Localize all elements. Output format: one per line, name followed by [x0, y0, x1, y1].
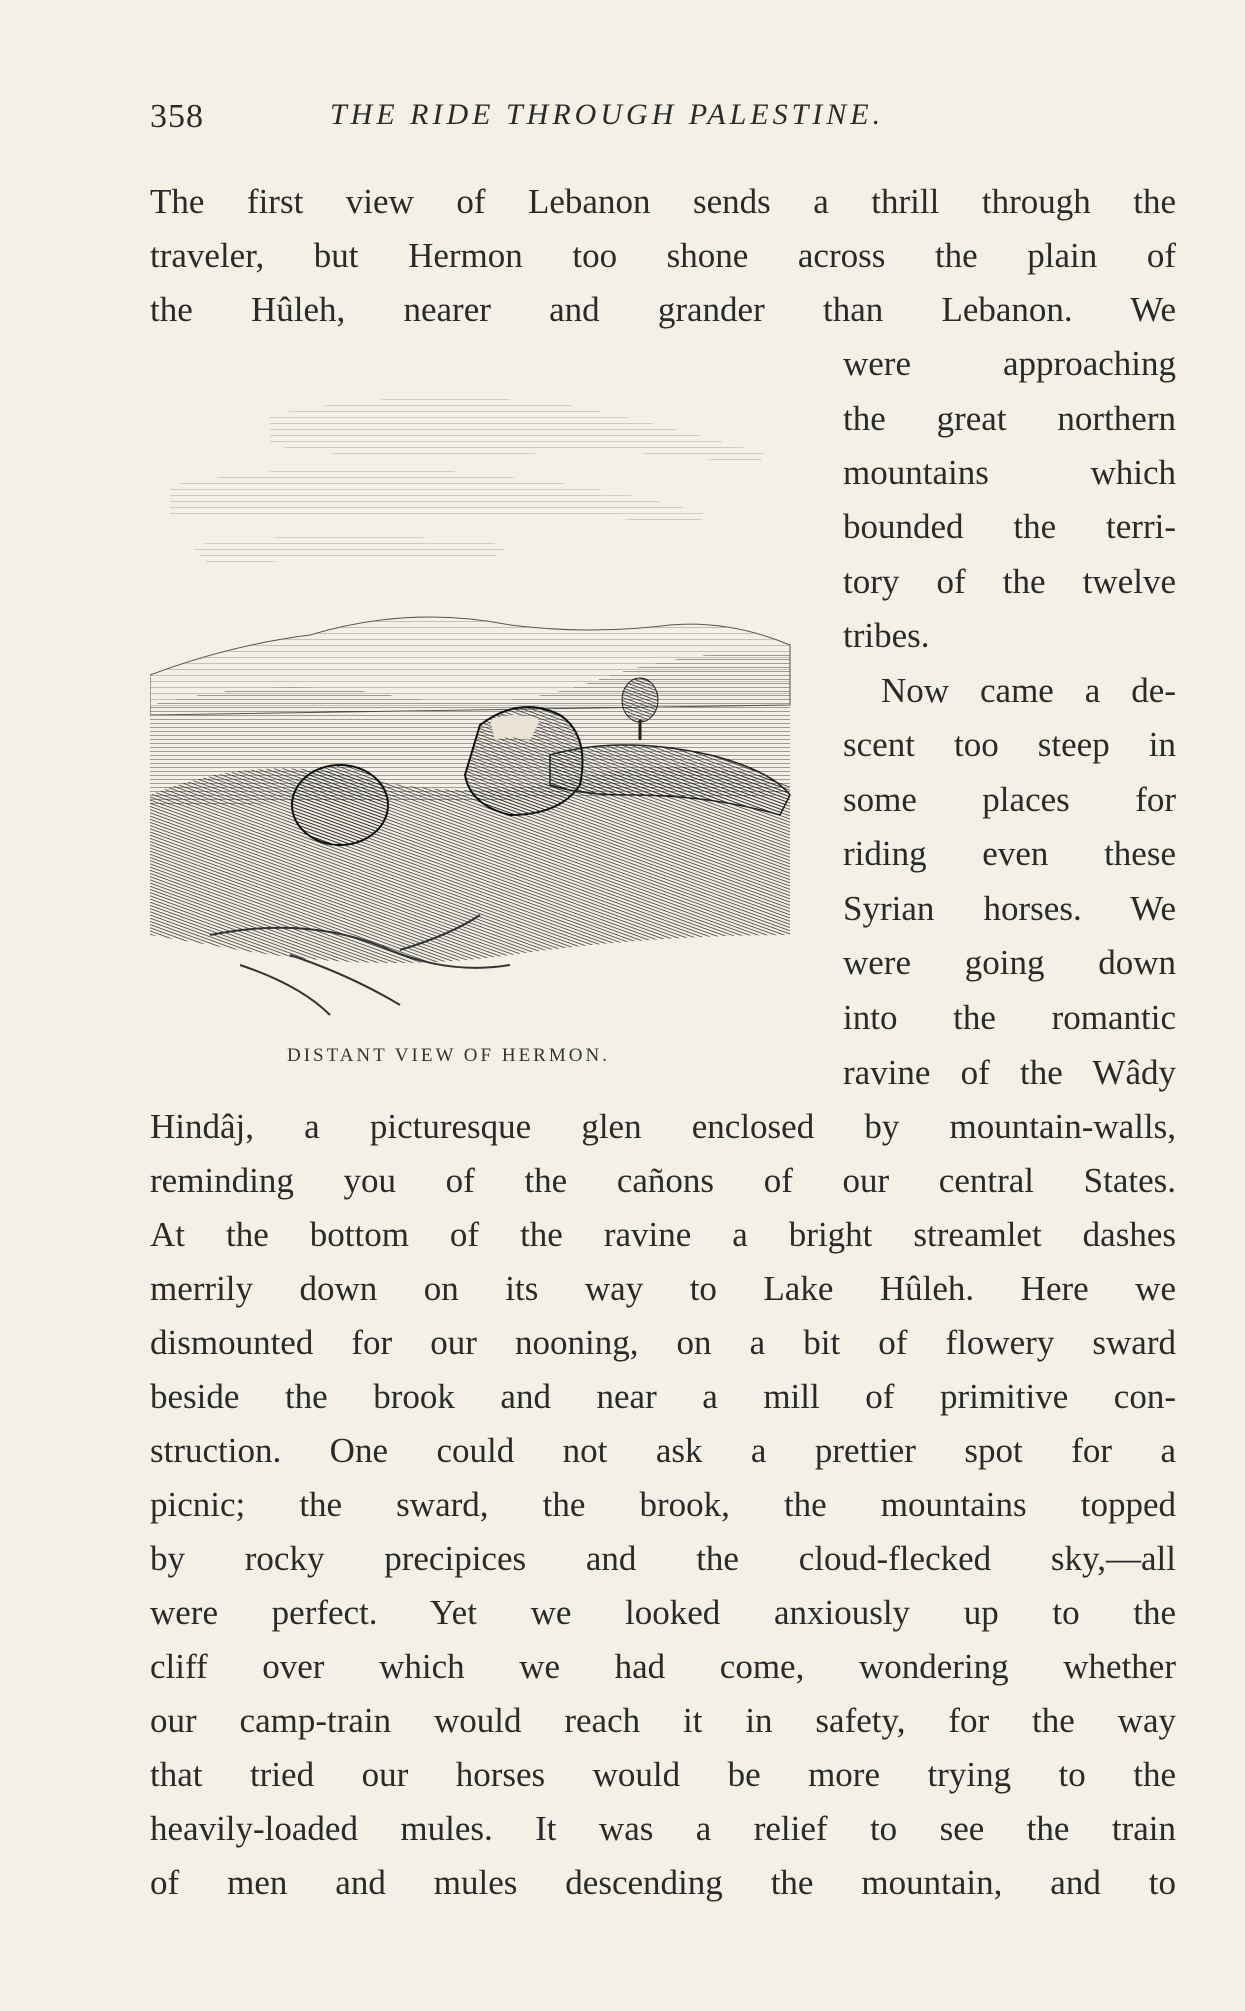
text-line: by rocky precipices and the cloud-flecked sky,—all	[150, 1539, 1176, 1578]
text-line: some places for	[843, 780, 1176, 819]
text-line: cliff over which we had come, wondering whether	[150, 1647, 1176, 1686]
text-line: our camp-train would reach it in safety, for the way	[150, 1701, 1176, 1740]
sky-clouds	[170, 397, 770, 565]
text-line: struction. One could not ask a prettier spot for a	[150, 1431, 1176, 1470]
text-line: of men and mules descending the mountain, and to	[150, 1863, 1176, 1902]
text-line: The first view of Lebanon sends a thrill through the	[150, 182, 1176, 221]
text-line: Now came a de-	[881, 671, 1176, 710]
text-line: mountains which	[843, 453, 1176, 492]
text-line: riding even these	[843, 834, 1176, 873]
text-line: ravine of the Wâdy	[843, 1053, 1176, 1092]
engraving-illustration	[150, 375, 810, 1075]
text-line: Hindâj, a picturesque glen enclosed by mountain-walls,	[150, 1107, 1176, 1146]
mountain-landscape-engraving	[150, 375, 810, 1035]
text-line: reminding you of the cañons of our central States.	[150, 1161, 1176, 1200]
text-line: traveler, but Hermon too shone across the plain of	[150, 236, 1176, 275]
text-line: tribes.	[843, 616, 930, 655]
text-line: were perfect. Yet we looked anxiously up to the	[150, 1593, 1176, 1632]
text-line: scent too steep in	[843, 725, 1176, 764]
page-number: 358	[150, 98, 204, 135]
rock-left	[292, 765, 388, 845]
running-title: THE RIDE THROUGH PALESTINE.	[330, 98, 885, 131]
text-line: tory of the twelve	[843, 562, 1176, 601]
figure-caption: DISTANT VIEW OF HERMON.	[287, 1045, 610, 1066]
text-line: dismounted for our nooning, on a bit of flowery sward	[150, 1323, 1176, 1362]
text-line: were approaching	[843, 344, 1176, 383]
text-line: into the romantic	[843, 998, 1176, 1037]
text-line: were going down	[843, 943, 1176, 982]
text-line: that tried our horses would be more trying to the	[150, 1755, 1176, 1794]
text-line: merrily down on its way to Lake Hûleh. Here we	[150, 1269, 1176, 1308]
text-line: beside the brook and near a mill of primitive con-	[150, 1377, 1176, 1416]
text-line: the great northern	[843, 399, 1176, 438]
text-line: heavily-loaded mules. It was a relief to see the train	[150, 1809, 1176, 1848]
text-line: Syrian horses. We	[843, 889, 1176, 928]
text-line: picnic; the sward, the brook, the mountains topped	[150, 1485, 1176, 1524]
text-line: At the bottom of the ravine a bright streamlet dashes	[150, 1215, 1176, 1254]
text-line: the Hûleh, nearer and grander than Lebanon. We	[150, 290, 1176, 329]
text-line: bounded the terri-	[843, 507, 1176, 546]
